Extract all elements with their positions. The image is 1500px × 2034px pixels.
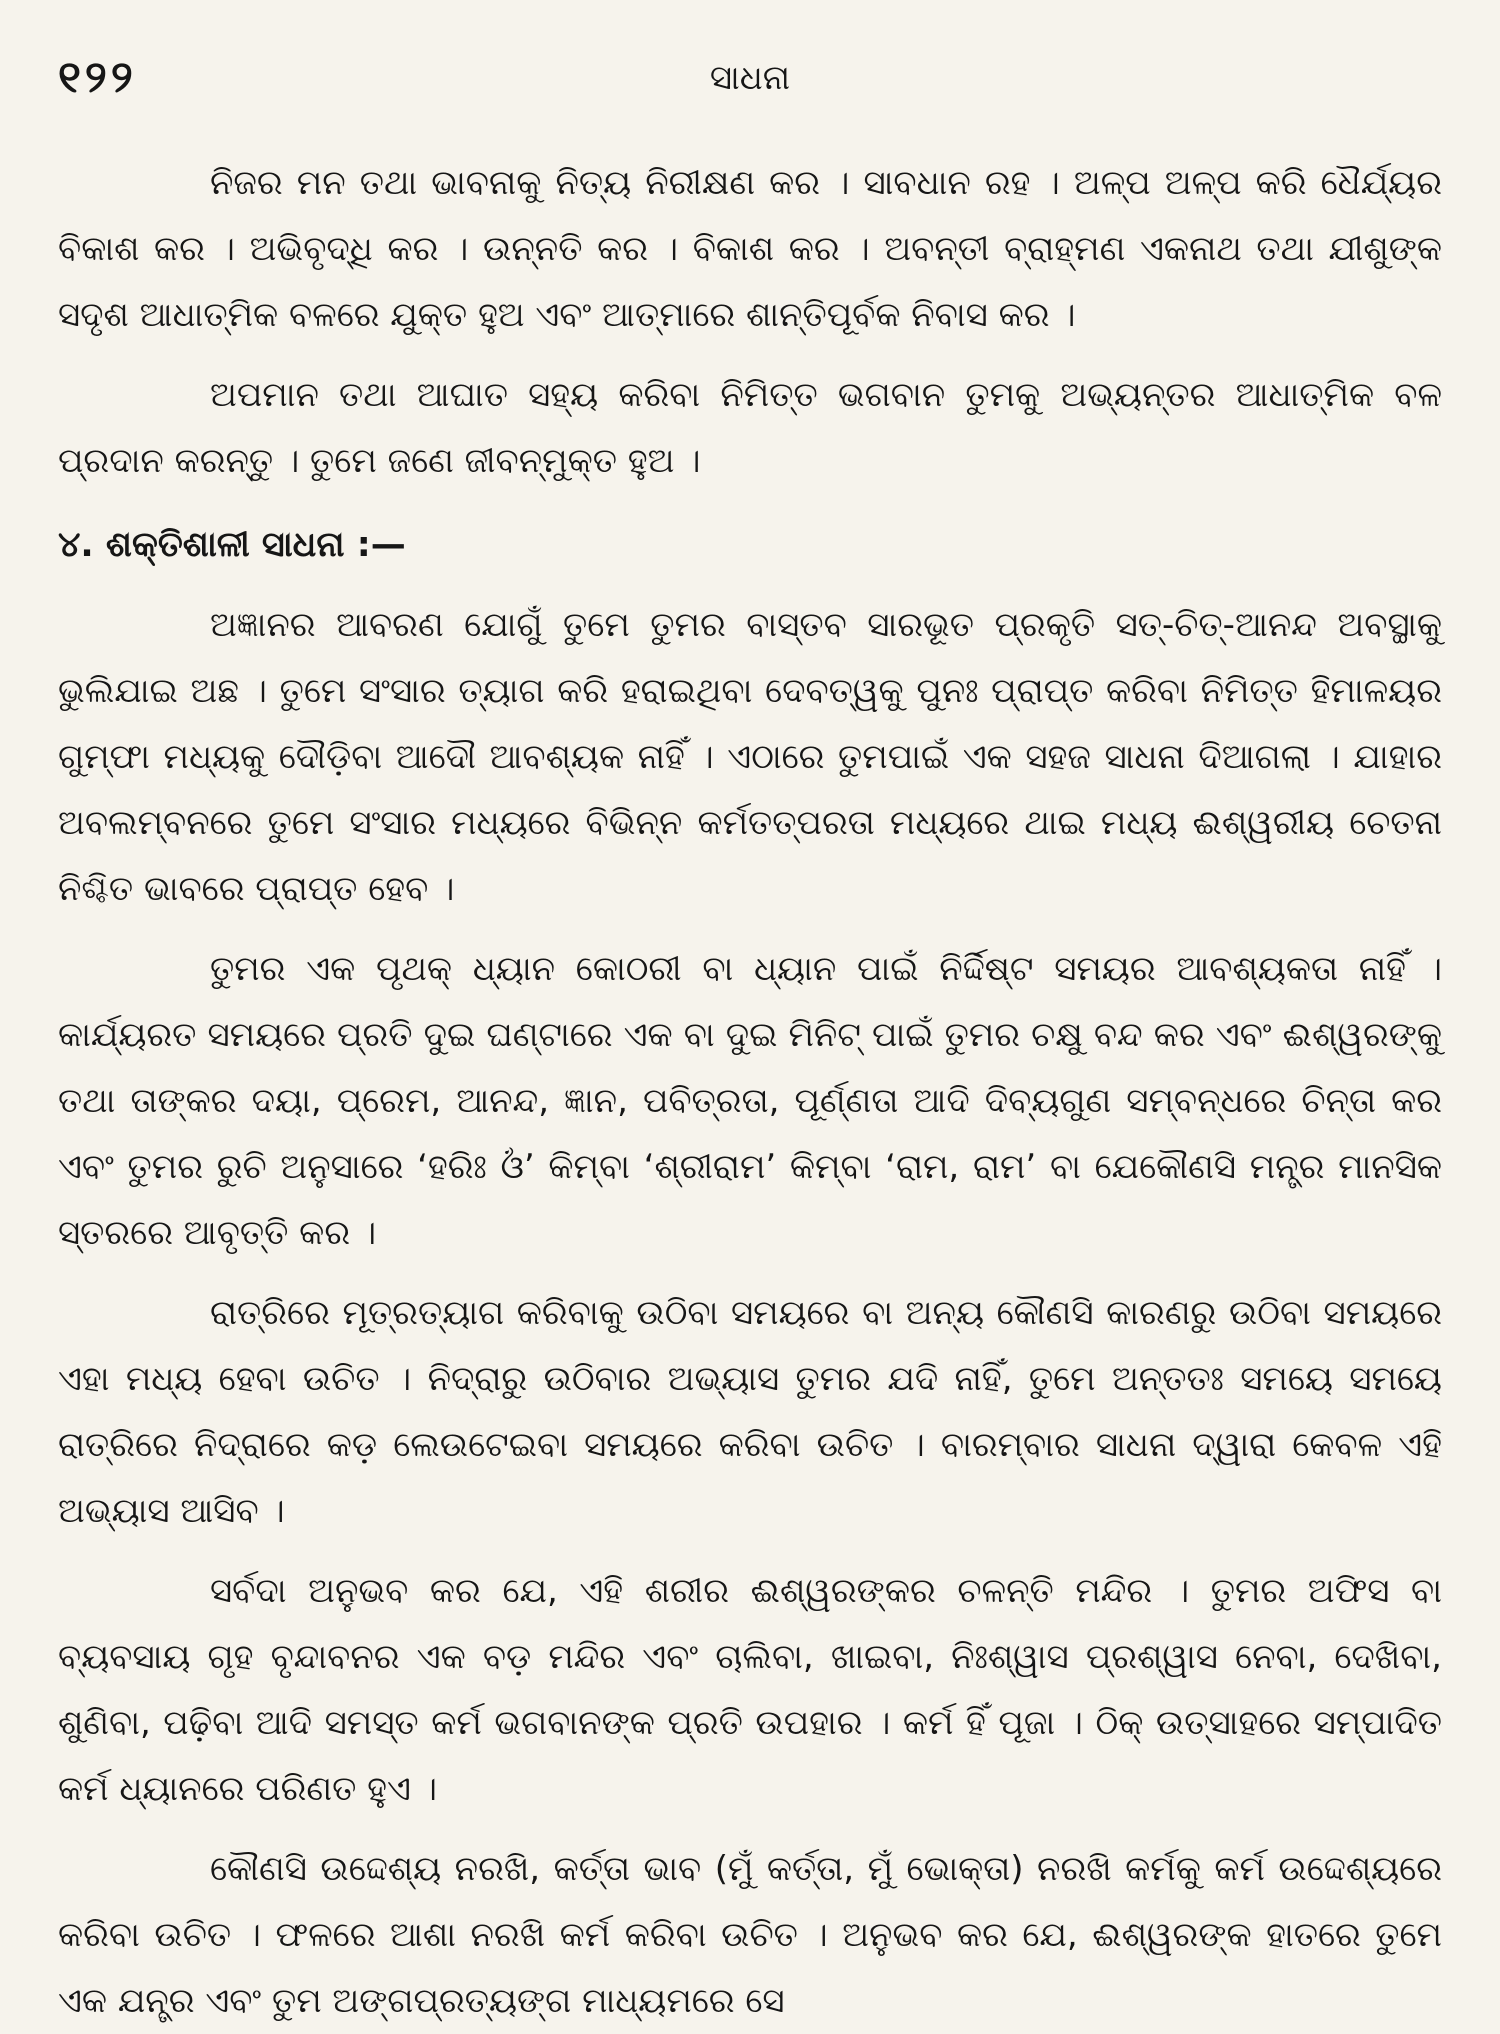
section-heading: ୪. ଶକ୍ତିଶାଳୀ ସାଧନା :— [58,525,406,565]
paragraph: ଅଜ୍ଞାନର ଆବରଣ ଯୋଗୁଁ ତୁମେ ତୁମର ବାସ୍ତବ ସାରଭୂତ ପ୍ରକୃତି ସତ୍-ଚିତ୍-ଆନନ୍ଦ ଅବସ୍ଥାକୁ ଭୁଲିଯାଇ ଅଛ । ତୁମେ ସଂସାର ତ୍ୟାଗ କରି ହରାଇଥିବା ଦେବତ୍ୱକୁ ପୁନଃ ପ୍ରାପ୍ତ କରିବା ନିମିତ୍ତ ହିମାଳୟର ଗୁମ୍ଫା ମଧ୍ୟକୁ ଦୌଡ଼ିବା ଆଦୌ ଆବଶ୍ୟକ ନାହିଁ । ଏଠାରେ ତୁମପାଇଁ ଏକ ସହଜ ସାଧନା ଦିଆଗଲା । ଯାହାର ଅବଲମ୍ବନରେ ତୁମେ ସଂସାର ମଧ୍ୟରେ ବିଭିନ୍ନ କର୍ମତତ୍ପରତା ମଧ୍ୟରେ ଥାଇ ମଧ୍ୟ ଈଶ୍ୱରୀୟ ଚେତନା ନିଶ୍ଚିତ ଭାବରେ ପ୍ରାପ୍ତ ହେବ । [58,605,1442,909]
running-title: ସାଧନା [709,58,791,98]
paragraph: ସର୍ବଦା ଅନୁଭବ କର ଯେ, ଏହି ଶରୀର ଈଶ୍ୱରଙ୍କର ଚଳନ୍ତି ମନ୍ଦିର । ତୁମର ଅଫିସ ବା ବ୍ୟବସାୟ ଗୃହ ବୃନ୍ଦାବନର ଏକ ବଡ଼ ମନ୍ଦିର ଏବଂ ଚାଲିବା, ଖାଇବା, ନିଃଶ୍ୱାସ ପ୍ରଶ୍ୱାସ ନେବା, ଦେଖିବା, ଶୁଣିବା, ପଢ଼ିବା ଆଦି ସମସ୍ତ କର୍ମ ଭଗବାନଙ୍କ ପ୍ରତି ଉପହାର । କର୍ମ ହିଁ ପୂଜା । ଠିକ୍ ଉତ୍ସାହରେ ସମ୍ପାଦିତ କର୍ମ ଧ୍ୟାନରେ ପରିଣତ ହୁଏ । [58,1571,1442,1809]
paragraph: ନିଜର ମନ ତଥା ଭାବନାକୁ ନିତ୍ୟ ନିରୀକ୍ଷଣ କର । ସାବଧାନ ରହ । ଅଳ୍ପ ଅଳ୍ପ କରି ଧୈର୍ଯ୍ୟର ବିକାଶ କର । ଅଭିବୃଦ୍ଧି କର । ଉନ୍ନତି କର । ବିକାଶ କର । ଅବନ୍ତୀ ବ୍ରାହ୍ମଣ ଏକନାଥ ତଥା ଯୀଶୁଙ୍କ ସଦୃଶ ଆଧାତ୍ମିକ ବଳରେ ଯୁକ୍ତ ହୁଅ ଏବଂ ଆତ୍ମାରେ ଶାନ୍ତିପୂର୍ବକ ନିବାସ କର । [58,163,1442,335]
paragraph: ଅପମାନ ତଥା ଆଘାତ ସହ୍ୟ କରିବା ନିମିତ୍ତ ଭଗବାନ ତୁମକୁ ଅଭ୍ୟନ୍ତର ଆଧାତ୍ମିକ ବଳ ପ୍ରଦାନ କରନ୍ତୁ । ତୁମେ ଜଣେ ଜୀବନ୍ମୁକ୍ତ ହୁଅ । [58,375,1442,481]
paragraph: ରାତ୍ରିରେ ମୂତ୍ରତ୍ୟାଗ କରିବାକୁ ଉଠିବା ସମୟରେ ବା ଅନ୍ୟ କୌଣସି କାରଣରୁ ଉଠିବା ସମୟରେ ଏହା ମଧ୍ୟ ହେବା ଉଚିତ । ନିଦ୍ରାରୁ ଉଠିବାର ଅଭ୍ୟାସ ତୁମର ଯଦି ନାହିଁ, ତୁମେ ଅନ୍ତତଃ ସମୟେ ସମୟେ ରାତ୍ରିରେ ନିଦ୍ରାରେ କଡ଼ ଲେଉଟେଇବା ସମୟରେ କରିବା ଉଚିତ । ବାରମ୍ବାର ସାଧନା ଦ୍ୱାରା କେବଳ ଏହି ଅଭ୍ୟାସ ଆସିବ । [58,1293,1443,1531]
paragraph: ତୁମର ଏକ ପୃଥକ୍ ଧ୍ୟାନ କୋଠରୀ ବା ଧ୍ୟାନ ପାଇଁ ନିର୍ଦ୍ଦିଷ୍ଟ ସମୟର ଆବଶ୍ୟକତା ନାହିଁ । କାର୍ଯ୍ୟରତ ସମୟରେ ପ୍ରତି ଦୁଇ ଘଣ୍ଟାରେ ଏକ ବା ଦୁଇ ମିନିଟ୍ ପାଇଁ ତୁମର ଚକ୍ଷୁ ବନ୍ଦ କର ଏବଂ ଈଶ୍ୱରଙ୍କୁ ତଥା ତାଙ୍କର ଦୟା, ପ୍ରେମ, ଆନନ୍ଦ, ଜ୍ଞାନ, ପବିତ୍ରତା, ପୂର୍ଣ୍ଣତା ଆଦି ଦିବ୍ୟଗୁଣ ସମ୍ବନ୍ଧରେ ଚିନ୍ତା କର ଏବଂ ତୁମର ରୁଚି ଅନୁସାରେ ‘ହରିଃ ଓଁ’ କିମ୍ବା ‘ଶ୍ରୀରାମ’ କିମ୍ବା ‘ରାମ, ରାମ’ ବା ଯେକୌଣସି ମନ୍ତ୍ର ମାନସିକ ସ୍ତରରେ ଆବୃତ୍ତି କର । [58,949,1442,1253]
body-text [58,150,1442,2034]
paragraph: କୌଣସି ଉଦ୍ଦେଶ୍ୟ ନରଖି, କର୍ତ୍ତା ଭାବ (ମୁଁ କର୍ତ୍ତା, ମୁଁ ଭୋକ୍ତା) ନରଖି କର୍ମକୁ କର୍ମ ଉଦ୍ଦେଶ୍ୟରେ କରିବା ଉଚିତ । ଫଳରେ ଆଶା ନରଖି କର୍ମ କରିବା ଉଚିତ । ଅନୁଭବ କର ଯେ, ଈଶ୍ୱରଙ୍କ ହାତରେ ତୁମେ ଏକ ଯନ୍ତ୍ର ଏବଂ ତୁମ ଅଙ୍ଗପ୍ରତ୍ୟଙ୍ଗ ମାଧ୍ୟମରେ ସେ [58,1849,1442,2021]
page-number: ୧୨୨ [58,52,137,103]
running-head [58,48,1442,128]
